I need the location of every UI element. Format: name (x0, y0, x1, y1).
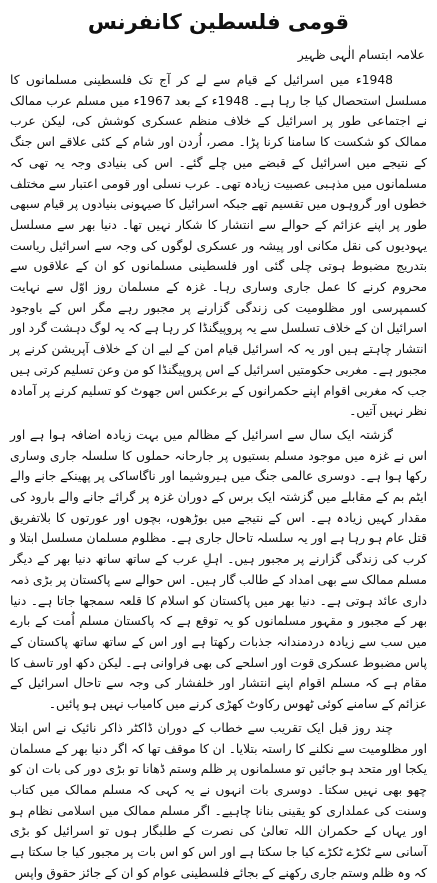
author-byline: علامہ ابتسام الٰہی ظہیر (297, 47, 425, 62)
paragraph-text: گزشتہ ایک سال سے اسرائیل کے مظالم میں بہت زیادہ اضافہ ہوا ہے اور اس نے غزہ میں موجود مسلم بستیوں پر جارحانہ حملوں کا سلسلہ جاری وساری رکھا ہوا ہے۔ دوسری عالمی جنگ میں ہیروشیما اور ناگاساکی پر پھینکے جانے والے ایٹم بم کے مقابلے میں گزشتہ ایک برس کے دوران غزہ پر گرائے جانے والے بارود کی مقدار کہیں زیادہ ہے۔ اس کے نتیجے میں بوڑھوں، بچوں اور عورتوں کا بلاتفریق قتل عام ہو رہا ہے اور یہ سلسلہ تاحال جاری ہے۔ مظلوم مسلمان مسلسل ابتلا و کرب کی زندگی گزارنے پر مجبور ہیں۔ اہلِ عرب کے ساتھ ساتھ دنیا بھر کے دیگر مسلم ممالک سے بھی امداد کے طالب گار ہیں۔ اس حوالے سے پاکستان پر بڑی ذمہ داری عائد ہوتی ہے۔ دنیا بھر میں پاکستان کو اسلام کا قلعہ سمجھا جاتا ہے۔ دنیا بھر کے مجبور و مقہور مسلمانوں کو یہ توقع ہے کہ پاکستان مسلم اُمت کے بارے میں سب سے زیادہ دردمندانہ جذبات رکھتا ہے اور اس کے ساتھ ساتھ پاکستان کے پاس مضبوط عسکری قوت اور اسلحے کی بھی فراوانی ہے۔ لیکن دکھ اور تاسف کا مقام ہے کہ مسلم اقوام اپنے انتشار اور خلفشار کی وجہ سے تاحال اسرائیل کے عزائم کے سامنے کوئی ٹھوس رکاوٹ کھڑی کرنے میں کامیاب نہیں ہو پائیں۔ (10, 427, 427, 712)
paragraph-text: چند روز قبل ایک تقریب سے خطاب کے دوران ڈاکٹر ذاکر نائیک نے اس ابتلا اور مظلومیت سے نکلنے کا راستہ بتلایا۔ ان کا موقف تھا کہ اگر دنیا بھر کے مسلمان یکجا اور متحد ہو جائیں تو مسلمانوں پر ظلم وستم ڈھانا تو بڑی دور کی بات ان کو چھو بھی نہیں سکتا۔ دوسری بات انہوں نے یہ کہی کہ مسلم ممالک میں کتاب وسنت کی عملداری کو یقینی بنانا چاہیے۔ اگر مسلم ممالک میں اسلامی نظام ہو اور یہاں کے حکمران اللہ تعالیٰ کی نصرت کے طلبگار ہوں تو اسرائیل کو بڑی آسانی سے ٹکڑے ٹکڑے کیا جا سکتا ہے اور اس کو اس بات پر مجبور کیا جا سکتا ہے کہ وہ ظلم وستم جاری رکھنے کے بجائے فلسطینی عوام کو ان کے جائز حقوق واپس (10, 720, 427, 880)
article-title: قومی فلسطین کانفرنس (87, 10, 350, 34)
paragraph-text: 1948ء میں اسرائیل کے قیام سے لے کر آج تک فلسطینی مسلمانوں کا مسلسل استحصال کیا جا رہا ہے۔ 1948ء کے بعد 1967ء میں مسلم عرب ممالک نے اجتماعی طور پر اسرائیل کے خلاف منظم عسکری کوشش کی، لیکن عرب ممالک کو شکست کا سامنا کرنا پڑا۔ مصر، اُردن اور شام کے کئی علاقے اس جنگ کے نتیجے میں اسرائیل کے قبضے میں چلے گئے۔ اس کی بنیادی وجہ یہ تھی کہ مسلمانوں میں مذہبی عصبیت زیادہ تھی۔ عرب نسلی اور قومی اعتبار سے مختلف خطوں اور گروہوں میں تقسیم تھے جبکہ اسرائیل کا صیہونی بنیادوں پر قیام سبھی طور پر اپنے عزائم کے حوالے سے انتشار کا شکار نہیں تھا۔ دنیا بھر سے مسلسل یہودیوں کی نقل مکانی اور پیشہ ور عسکری لوگوں کی وجہ سے اسرائیل ریاست بتدریج مضبوط ہوتی چلی گئی اور فلسطینی مسلمانوں کو ان کے علاقوں سے محروم کرنے کا عمل جاری وساری رہا۔ غزہ کے مسلمان روز اوّل سے نہایت کسمپرسی اور مظلومیت کی زندگی گزارنے پر مجبور رہے مگر اس کے باوجود اسرائیل ان کے خلاف تسلسل سے یہ پروپیگنڈا کر رہا ہے کہ یہ لوگ دہشت گرد اور انتشار چاہتے ہیں اور یہ کہ اسرائیل قیام امن کے لیے ان کے خلاف آپریشن کرنے پر مجبور ہے۔ مغربی حکومتیں اسرائیل کے اس پروپیگنڈا کو من وعن تسلیم کرتی ہیں جب کہ مغربی اقوام اپنے حکمرانوں کے برعکس اس جھوٹ کو تسلیم کرنے پر آمادہ نظر نہیں آتیں۔ (10, 73, 428, 419)
article-paragraph (10, 425, 427, 715)
article-paragraph (10, 718, 427, 883)
article-paragraph (10, 70, 427, 422)
article-body (10, 70, 427, 883)
